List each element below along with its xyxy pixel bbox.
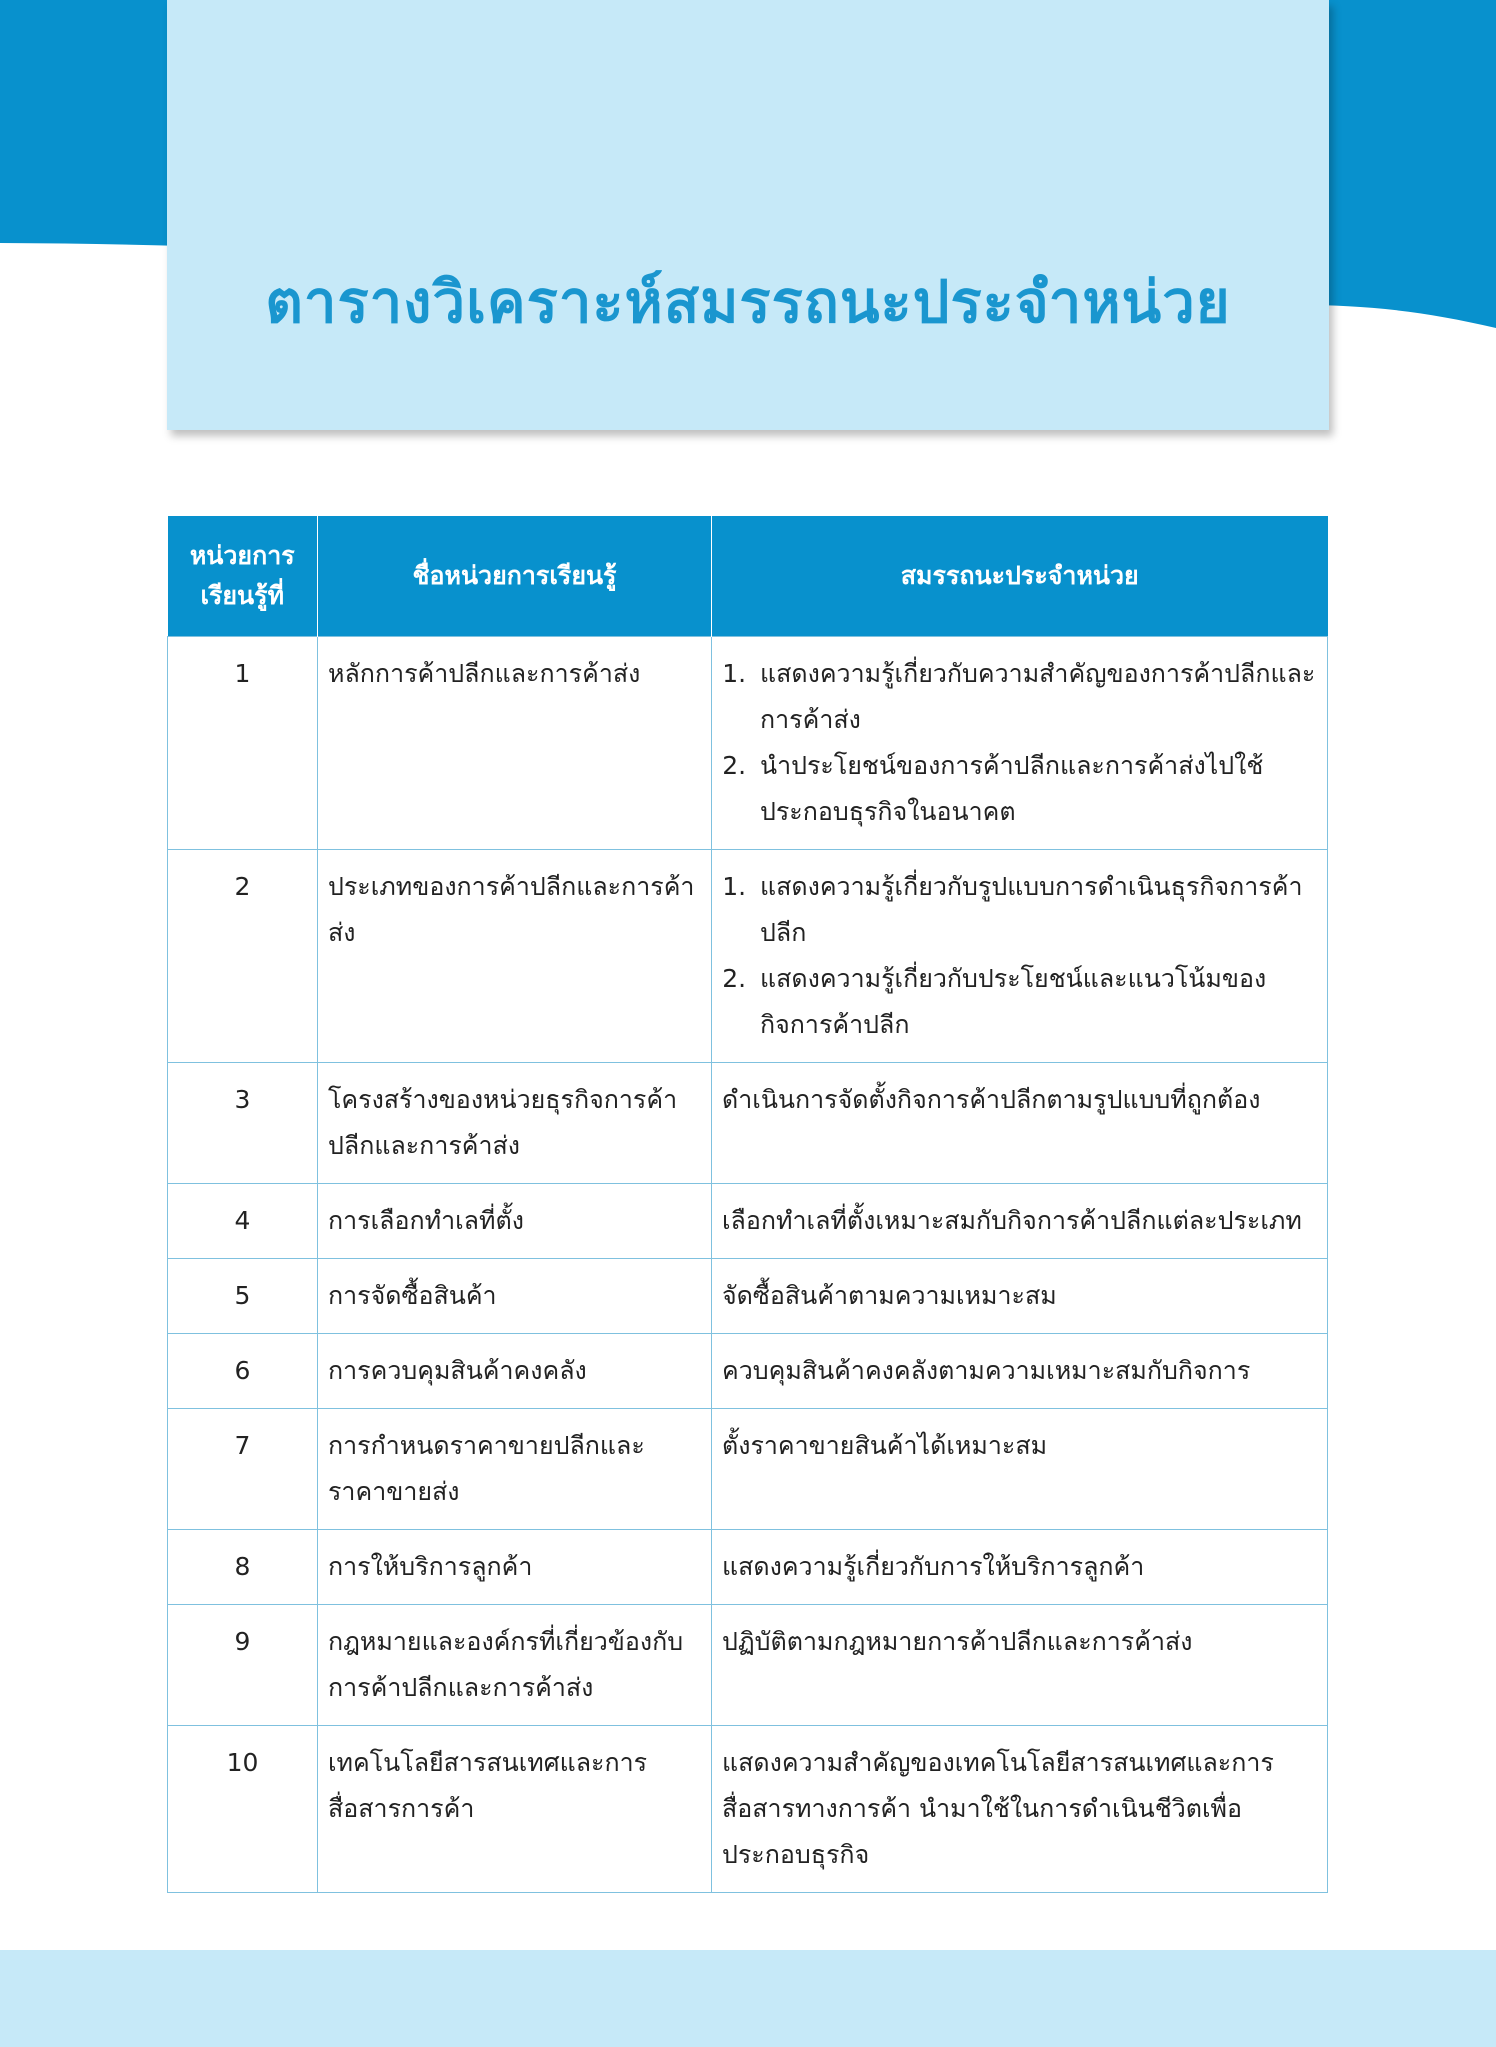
table-row (168, 1063, 1328, 1184)
unit-name: การควบคุมสินค้าคงคลัง (318, 1334, 712, 1409)
competency-item: 1. แสดงความรู้เกี่ยวกับรูปแบบการดำเนินธุรกิจการค้าปลีก (754, 864, 1317, 956)
competency-table (167, 516, 1328, 1893)
competency-cell: แสดงความสำคัญของเทคโนโลยีสารสนเทศและการสื่อสารทางการค้า นำมาใช้ในการดำเนินชีวิตเพื่อประกอบธุรกิจ (712, 1726, 1328, 1893)
unit-number: 10 (168, 1726, 318, 1893)
competency-cell: ควบคุมสินค้าคงคลังตามความเหมาะสมกับกิจการ (712, 1334, 1328, 1409)
competency-cell (712, 637, 1328, 850)
table-row (168, 1530, 1328, 1605)
competency-item: 1. แสดงความรู้เกี่ยวกับความสำคัญของการค้าปลีกและการค้าส่ง (754, 651, 1317, 743)
table-row (168, 1184, 1328, 1259)
competency-cell: จัดซื้อสินค้าตามความเหมาะสม (712, 1259, 1328, 1334)
competency-list (722, 651, 1317, 835)
page-title: ตารางวิเคราะห์สมรรถนะประจำหน่วย (265, 268, 1231, 336)
competency-item: 2. นำประโยชน์ของการค้าปลีกและการค้าส่งไปใช้ประกอบธุรกิจในอนาคต (754, 743, 1317, 835)
header-unit-no: หน่วยการเรียนรู้ที่ (168, 516, 318, 637)
table-row (168, 1409, 1328, 1530)
unit-name: โครงสร้างของหน่วยธุรกิจการค้าปลีกและการค้าส่ง (318, 1063, 712, 1184)
unit-number: 4 (168, 1184, 318, 1259)
header-unit-name: ชื่อหน่วยการเรียนรู้ (318, 516, 712, 637)
unit-number: 3 (168, 1063, 318, 1184)
table-row (168, 1334, 1328, 1409)
unit-name: การเลือกทำเลที่ตั้ง (318, 1184, 712, 1259)
unit-name: ประเภทของการค้าปลีกและการค้าส่ง (318, 850, 712, 1063)
table-row (168, 1726, 1328, 1893)
table-header-row (168, 516, 1328, 637)
unit-name: การจัดซื้อสินค้า (318, 1259, 712, 1334)
table-row (168, 1259, 1328, 1334)
competency-cell: ตั้งราคาขายสินค้าได้เหมาะสม (712, 1409, 1328, 1530)
table-row (168, 637, 1328, 850)
unit-name: การให้บริการลูกค้า (318, 1530, 712, 1605)
competency-item: 2. แสดงความรู้เกี่ยวกับประโยชน์และแนวโน้มของกิจการค้าปลีก (754, 956, 1317, 1048)
footer-band (0, 1950, 1496, 2047)
unit-number: 1 (168, 637, 318, 850)
competency-cell: ดำเนินการจัดตั้งกิจการค้าปลีกตามรูปแบบที่ถูกต้อง (712, 1063, 1328, 1184)
table-row (168, 1605, 1328, 1726)
competency-list (722, 864, 1317, 1048)
unit-number: 5 (168, 1259, 318, 1334)
unit-number: 2 (168, 850, 318, 1063)
unit-name: กฎหมายและองค์กรที่เกี่ยวข้องกับการค้าปลีกและการค้าส่ง (318, 1605, 712, 1726)
unit-name: หลักการค้าปลีกและการค้าส่ง (318, 637, 712, 850)
unit-name: เทคโนโลยีสารสนเทศและการสื่อสารการค้า (318, 1726, 712, 1893)
header-competency: สมรรถนะประจำหน่วย (712, 516, 1328, 637)
competency-cell (712, 850, 1328, 1063)
unit-number: 8 (168, 1530, 318, 1605)
title-panel (167, 0, 1329, 430)
unit-name: การกำหนดราคาขายปลีกและราคาขายส่ง (318, 1409, 712, 1530)
competency-cell: เลือกทำเลที่ตั้งเหมาะสมกับกิจการค้าปลีกแต่ละประเภท (712, 1184, 1328, 1259)
unit-number: 9 (168, 1605, 318, 1726)
competency-cell: แสดงความรู้เกี่ยวกับการให้บริการลูกค้า (712, 1530, 1328, 1605)
unit-number: 6 (168, 1334, 318, 1409)
table-row (168, 850, 1328, 1063)
competency-cell: ปฏิบัติตามกฎหมายการค้าปลีกและการค้าส่ง (712, 1605, 1328, 1726)
unit-number: 7 (168, 1409, 318, 1530)
